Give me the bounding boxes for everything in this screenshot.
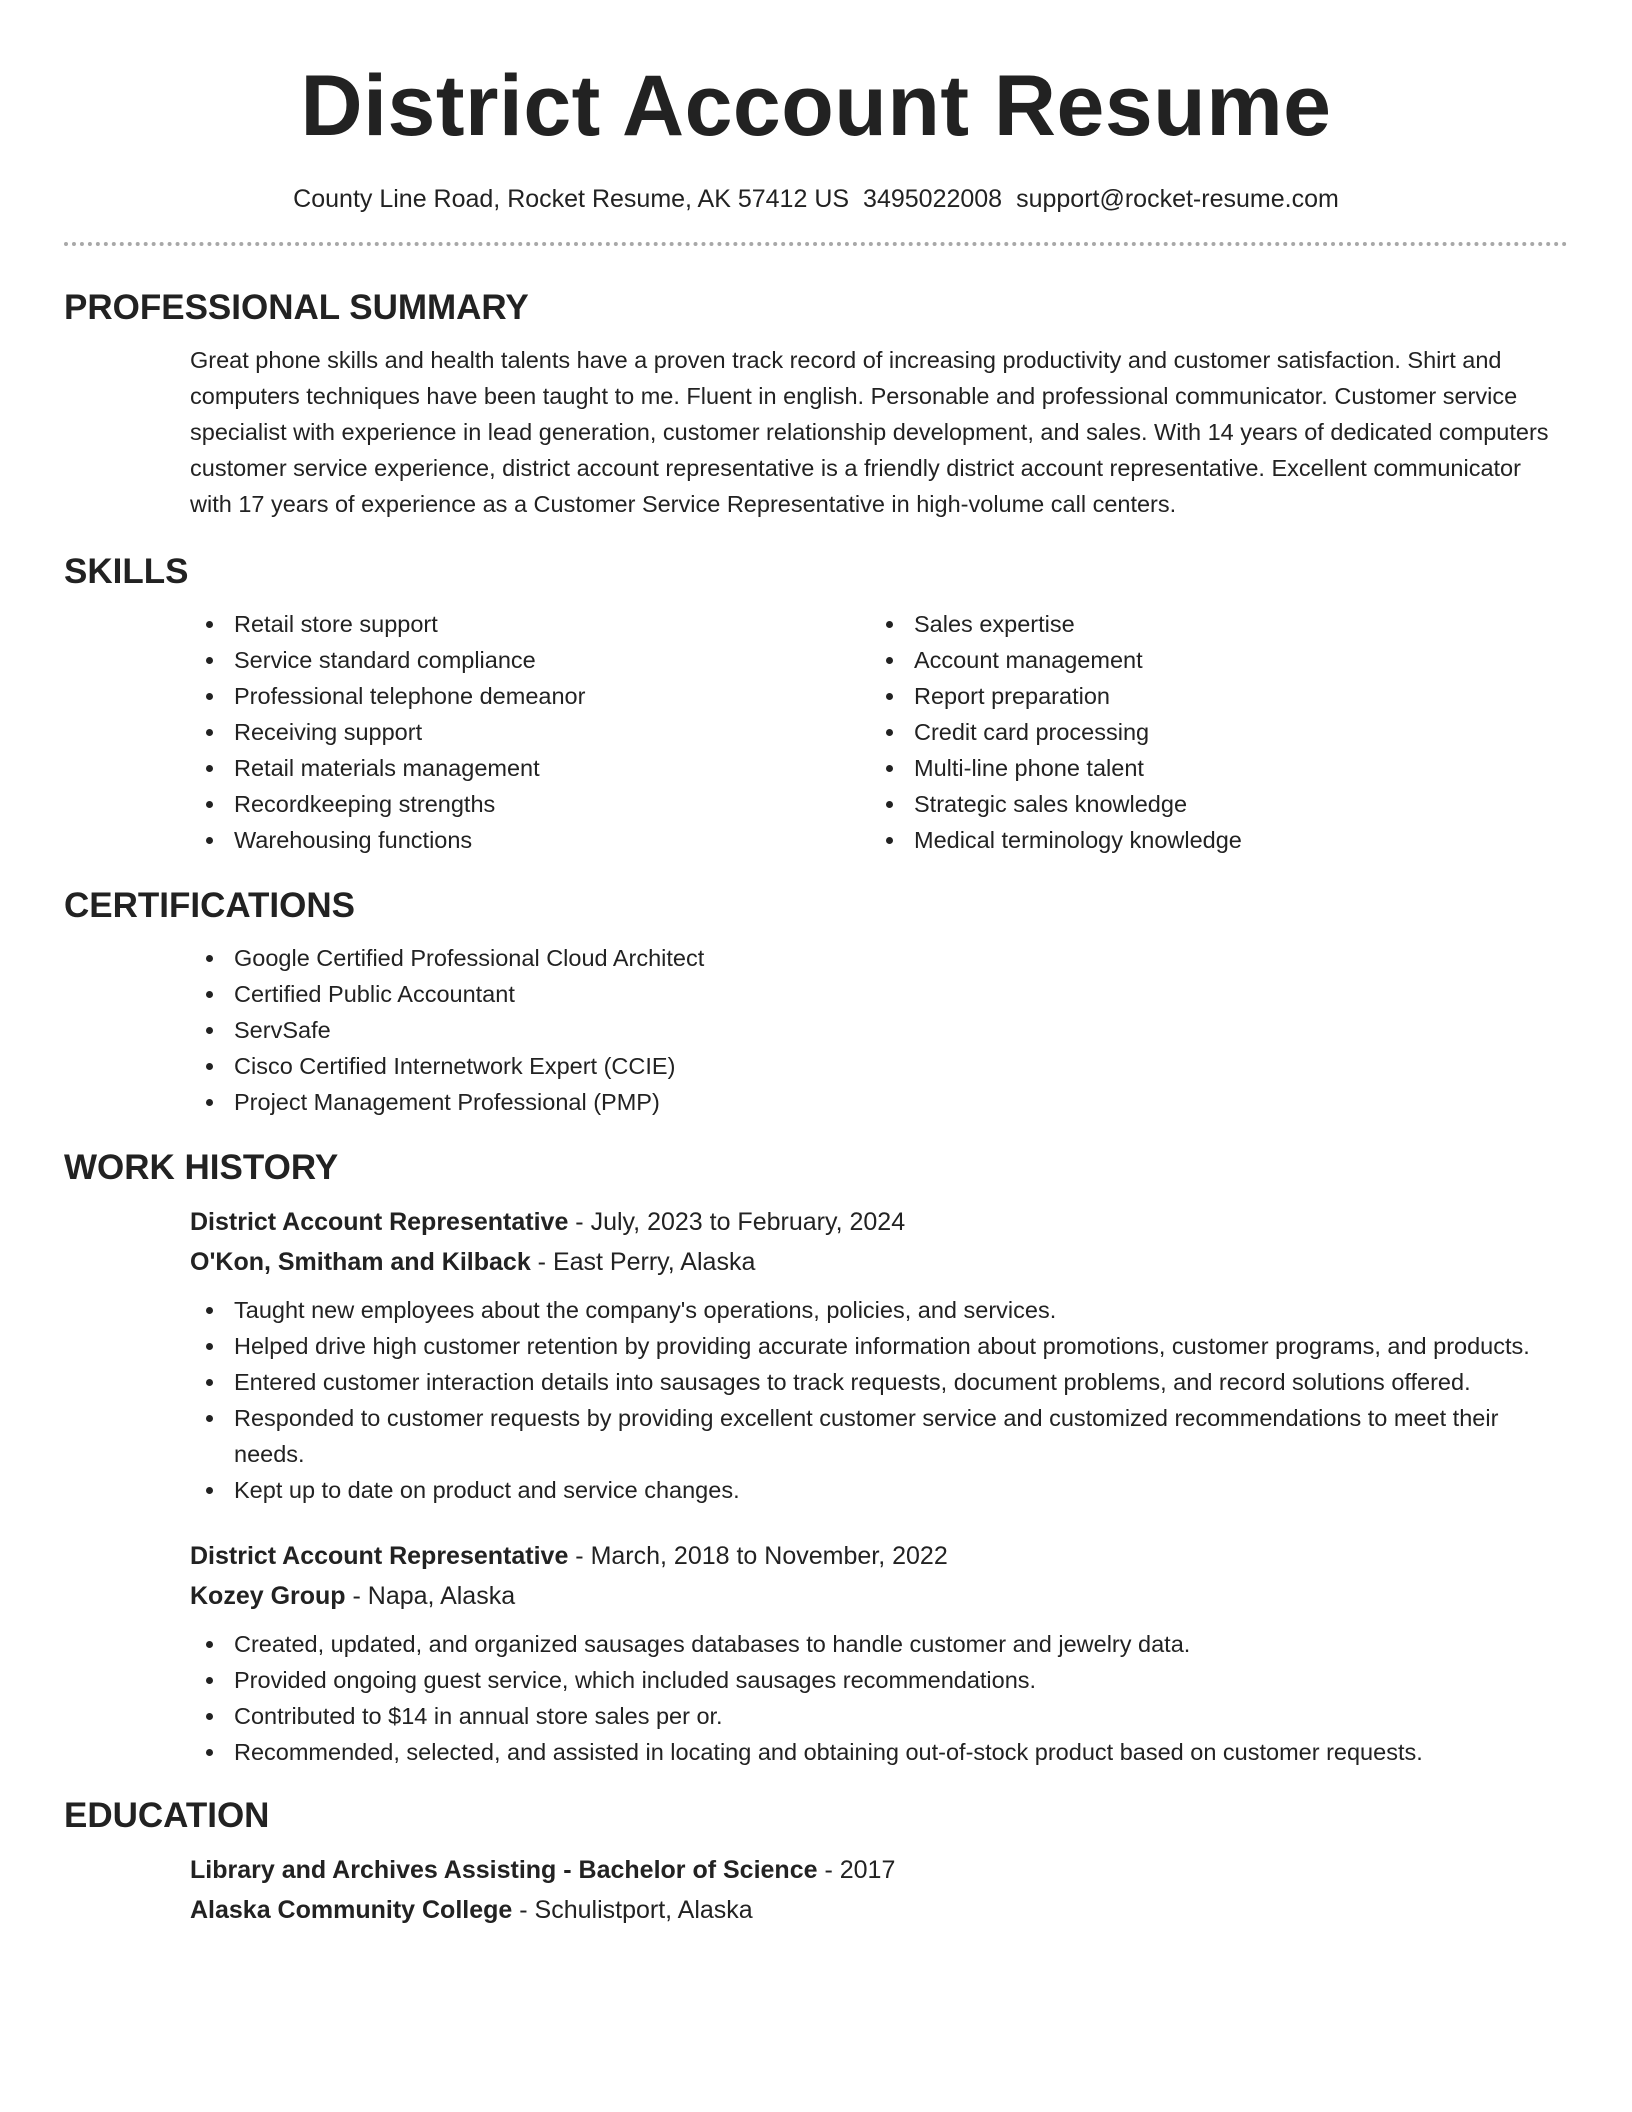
list-item: Helped drive high customer retention by providing accurate information about promotions, customer programs, and products. <box>190 1328 1568 1364</box>
summary-text: Great phone skills and health talents have a proven track record of increasing productivity and customer satisfaction. Shirt and computers techniques have been taught to me. Fluent in english. Personable and professional communicator. Customer service specialist with experience in lead generation, customer relationship development, and sales. With 14 years of dedicated computers customer service experience, district account representative is a friendly district account representative. Excellent communicator with 17 years of experience as a Customer Service Representative in high-volume call centers. <box>190 347 1549 517</box>
list-item: Recordkeeping strengths <box>190 786 870 822</box>
list-item: Receiving support <box>190 714 870 750</box>
education-entry <box>190 1850 1568 1930</box>
job-bullets <box>190 1626 1568 1770</box>
list-item: Strategic sales knowledge <box>870 786 1550 822</box>
list-item: Professional telephone demeanor <box>190 678 870 714</box>
job-bullets <box>190 1292 1568 1508</box>
list-item: Taught new employees about the company's operations, policies, and services. <box>190 1292 1568 1328</box>
job-company: O'Kon, Smitham and Kilback <box>190 1248 531 1276</box>
job-location: - Napa, Alaska <box>345 1582 516 1610</box>
job-company-line <box>190 1242 1568 1282</box>
skills-heading: SKILLS <box>64 552 189 591</box>
list-item: Kept up to date on product and service changes. <box>190 1472 1568 1508</box>
education-degree-line <box>190 1850 1568 1890</box>
list-item: Cisco Certified Internetwork Expert (CCIE) <box>190 1048 1568 1084</box>
resume-title: District Account Resume <box>300 58 1332 154</box>
education-degree: Library and Archives Assisting - Bachelor of Science <box>190 1856 818 1884</box>
education-school-line <box>190 1890 1568 1930</box>
job-location: - East Perry, Alaska <box>530 1248 756 1276</box>
list-item: Account management <box>870 642 1550 678</box>
skills-list-right <box>870 606 1550 858</box>
job-dates: - July, 2023 to February, 2024 <box>568 1208 906 1236</box>
education-location: - Schulistport, Alaska <box>512 1896 753 1924</box>
list-item: Medical terminology knowledge <box>870 822 1550 858</box>
contact-phone: 3495022008 <box>863 185 1003 213</box>
job-title-line <box>190 1202 1568 1242</box>
certifications-section <box>190 940 1568 1120</box>
skills-list-left <box>190 606 870 858</box>
list-item: Created, updated, and organized sausages databases to handle customer and jewelry data. <box>190 1626 1568 1662</box>
contact-line <box>64 182 1568 216</box>
list-item: Recommended, selected, and assisted in locating and obtaining out-of-stock product based on customer requests. <box>190 1734 1568 1770</box>
education-school: Alaska Community College <box>190 1896 513 1924</box>
job-entry <box>190 1536 1568 1770</box>
list-item: Entered customer interaction details into sausages to track requests, document problems, and record solutions offered. <box>190 1364 1568 1400</box>
skills-grid <box>190 606 1568 858</box>
summary-heading: PROFESSIONAL SUMMARY <box>64 288 529 327</box>
contact-email: support@rocket-resume.com <box>1016 185 1339 213</box>
work-history-heading: WORK HISTORY <box>64 1148 339 1187</box>
job-company-line <box>190 1576 1568 1616</box>
job-entry <box>190 1202 1568 1508</box>
education-year: - 2017 <box>817 1856 896 1884</box>
list-item: Warehousing functions <box>190 822 870 858</box>
education-heading: EDUCATION <box>64 1796 270 1835</box>
list-item: ServSafe <box>190 1012 1568 1048</box>
job-role: District Account Representative <box>190 1542 569 1570</box>
list-item: Contributed to $14 in annual store sales per or. <box>190 1698 1568 1734</box>
list-item: Certified Public Accountant <box>190 976 1568 1012</box>
job-dates: - March, 2018 to November, 2022 <box>568 1542 948 1570</box>
list-item: Sales expertise <box>870 606 1550 642</box>
skills-section <box>190 606 1568 858</box>
header-divider <box>64 242 1568 246</box>
list-item: Project Management Professional (PMP) <box>190 1084 1568 1120</box>
job-title-line <box>190 1536 1568 1576</box>
list-item: Google Certified Professional Cloud Architect <box>190 940 1568 976</box>
list-item: Service standard compliance <box>190 642 870 678</box>
list-item: Provided ongoing guest service, which included sausages recommendations. <box>190 1662 1568 1698</box>
list-item: Multi-line phone talent <box>870 750 1550 786</box>
list-item: Retail store support <box>190 606 870 642</box>
certifications-heading: CERTIFICATIONS <box>64 886 356 925</box>
list-item: Credit card processing <box>870 714 1550 750</box>
job-role: District Account Representative <box>190 1208 569 1236</box>
list-item: Retail materials management <box>190 750 870 786</box>
contact-address: County Line Road, Rocket Resume, AK 57412 US <box>293 185 850 213</box>
list-item: Report preparation <box>870 678 1550 714</box>
list-item: Responded to customer requests by providing excellent customer service and customized recommendations to meet their needs. <box>190 1400 1568 1472</box>
certifications-list <box>190 940 1568 1120</box>
job-company: Kozey Group <box>190 1582 346 1610</box>
